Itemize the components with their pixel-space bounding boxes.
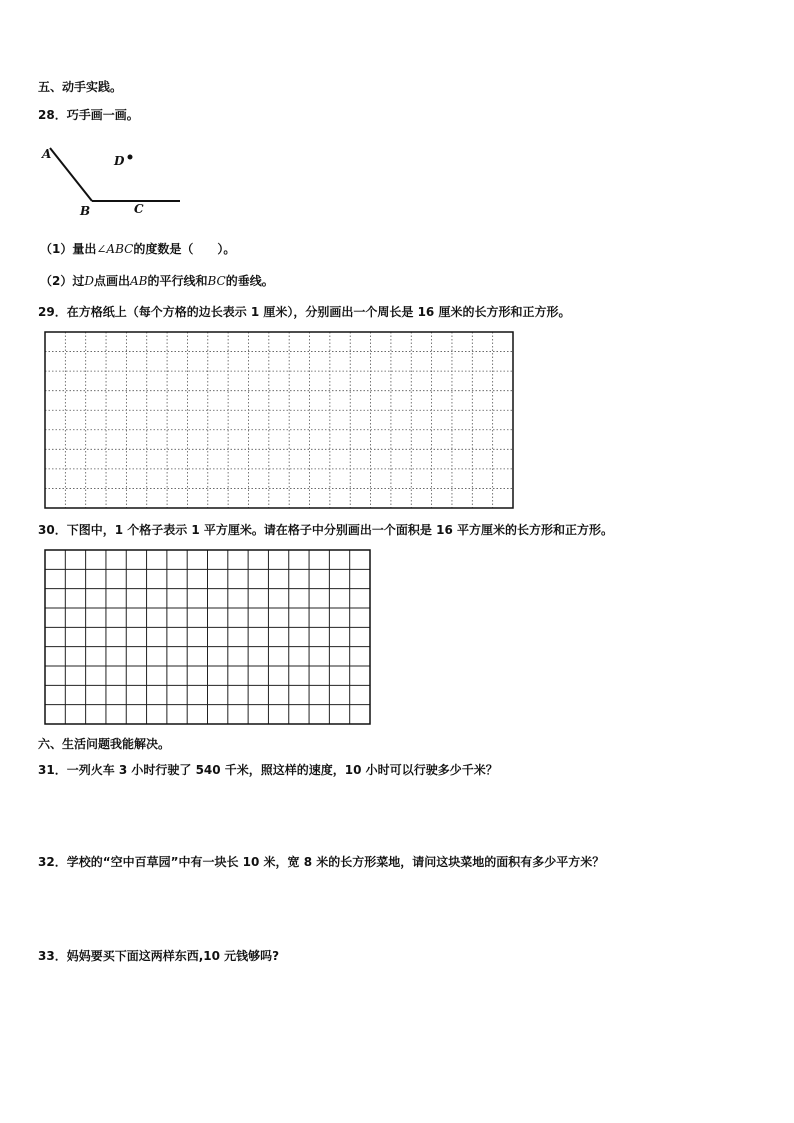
question-29-text: 29．在方格纸上（每个方格的边长表示 1 厘米），分别画出一个周长是 16 厘米的长方形和正方形。 (38, 305, 571, 319)
part-1-suffix: 的度数是（ ）。 (133, 242, 236, 256)
question-31-text: 31．一列火车 3 小时行驶了 540 千米，照这样的速度，10 小时可以行驶多少千米？ (38, 763, 498, 777)
label-d: D (114, 154, 125, 168)
question-28-title: 28．巧手画一画。 (38, 108, 139, 122)
part-2-prefix: （2）过 (40, 274, 85, 288)
label-a: A (42, 147, 52, 161)
question-28-part-1 (40, 240, 235, 257)
part-1-prefix: （1）量出 (40, 242, 97, 256)
label-c: C (134, 202, 144, 216)
question-33-text: 33．妈妈要买下面这两样东西,10 元钱够吗? (38, 949, 280, 963)
line-ab-label: AB (130, 274, 148, 288)
grid-border (45, 332, 513, 508)
section-5-title: 五、动手实践。 (38, 80, 123, 94)
ray-ba (50, 148, 92, 201)
question-30-text: 30．下图中，1 个格子表示 1 平方厘米。请在格子中分别画出一个面积是 16 平方厘米的长方形和正方形。 (38, 523, 613, 537)
label-b: B (80, 204, 91, 218)
part-2-mid-2: 的平行线和 (147, 274, 208, 288)
point-d (128, 155, 133, 160)
part-2-suffix: 的垂线。 (225, 274, 274, 288)
question-28-part-2 (40, 272, 274, 289)
angle-abc-figure (40, 140, 190, 220)
angle-abc-symbol: ∠ABC (96, 242, 134, 256)
part-2-mid-1: 点画出 (93, 274, 130, 288)
point-d-label: D (84, 274, 94, 288)
dotted-grid-paper[interactable] (44, 331, 514, 509)
question-32-text: 32．学校的“空中百草园”中有一块长 10 米，宽 8 米的长方形菜地，请问这块菜地的面积有多少平方米？ (38, 855, 605, 869)
section-6-title: 六、生活问题我能解决。 (38, 737, 171, 751)
square-grid-paper[interactable] (44, 549, 371, 725)
line-bc-label: BC (207, 274, 226, 288)
